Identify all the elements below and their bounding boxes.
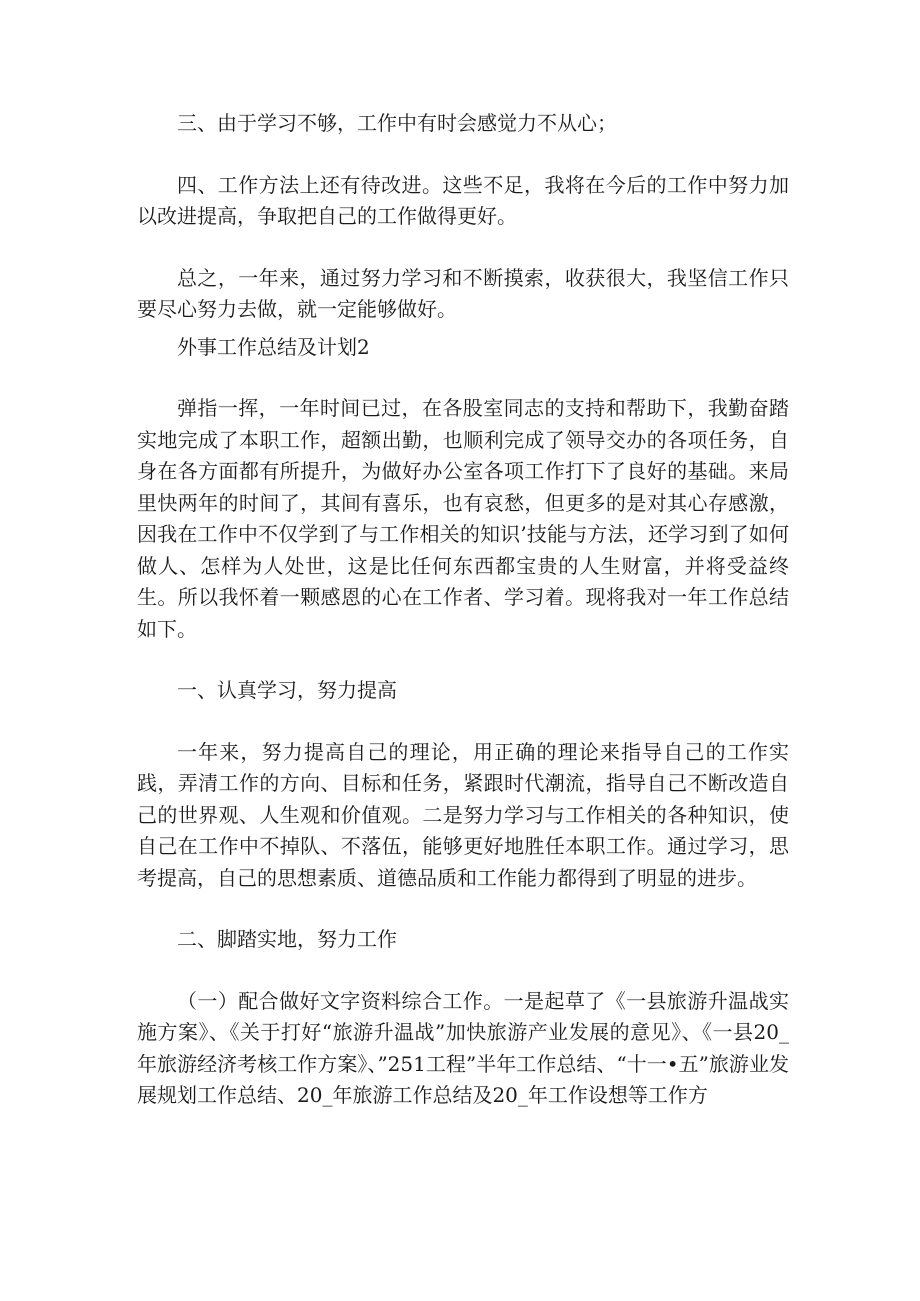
- paragraph-intro: 弹指一挥，一年时间已过，在各股室同志的支持和帮助下，我勤奋踏实地完成了本职工作，超额出勤，也顺利完成了领导交办的各项任务，自身在各方面都有所提升，为做好办公室各项工作打下了良好的基础。来局里快两年的时间了，其间有喜乐，也有哀愁，但更多的是对其心存感激，因我在工作中不仅学到了与工作相关的知识’技能与方法，还学习到了如何做人、怎样为人处世，这是比任何东西都宝贵的人生财富，并将受益终生。所以我怀着一颗感恩的心在工作者、学习着。现将我对一年工作总结如下。: [137, 396, 789, 641]
- paragraph-summary: 总之，一年来，通过努力学习和不断摸索，收获很大，我坚信工作只要尽心努力去做，就一定能够做好。: [137, 265, 789, 321]
- paragraph-study: 一年来，努力提高自己的理论，用正确的理论来指导自己的工作实践，弄清工作的方向、目标和任务，紧跟时代潮流，指导自己不断改造自己的世界观、人生观和价值观。二是努力学习与工作相关的各种知识，使自己在工作中不掉队、不落伍，能够更好地胜任本职工作。通过学习，思考提高，自己的思想素质、道德品质和工作能力都得到了明显的进步。: [137, 739, 789, 890]
- document-page: [137, 108, 789, 1112]
- paragraph-work-1: （一）配合做好文字资料综合工作。一是起草了《一县旅游升温战实施方案》、《关于打好“旅游升温战”加快旅游产业发展的意见》、《一县20_年旅游经济考核工作方案》、”251工程”半年工作总结、“十一•五”旅游业发展规划工作总结、20_年旅游工作总结及20_年工作设想等工作方: [137, 988, 789, 1107]
- paragraph-4-method: 四、工作方法上还有待改进。这些不足，我将在今后的工作中努力加以改进提高，争取把自己的工作做得更好。: [137, 172, 789, 228]
- section-title: 外事工作总结及计划2: [177, 334, 370, 359]
- heading-work: 二、脚踏实地，努力工作: [177, 927, 397, 951]
- paragraph-3-learning: 三、由于学习不够，工作中有时会感觉力不从心；: [177, 111, 617, 135]
- heading-study: 一、认真学习，努力提高: [177, 678, 397, 702]
